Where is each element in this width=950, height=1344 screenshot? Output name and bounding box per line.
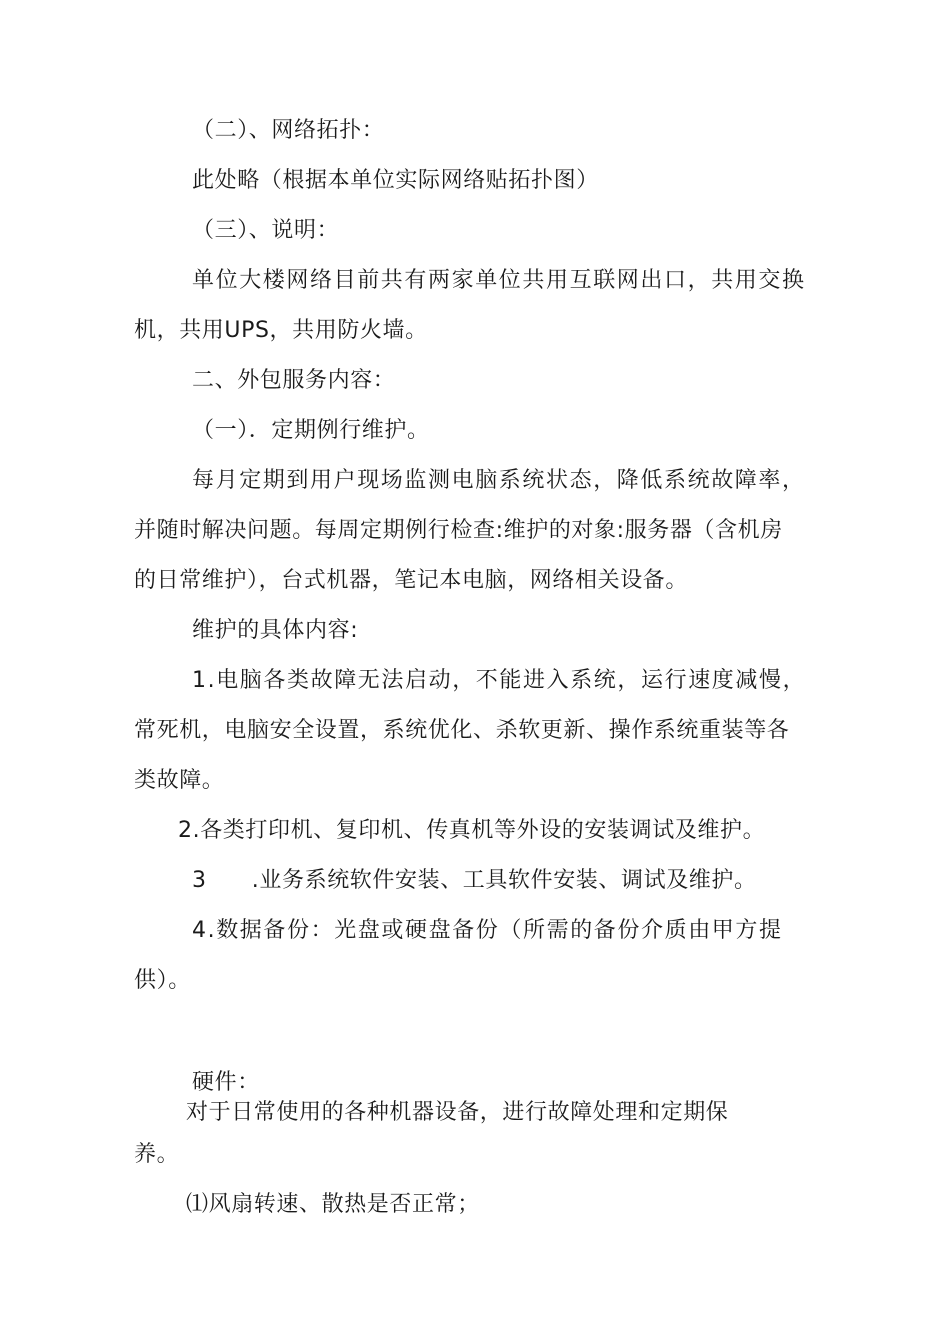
paragraph-line: 机，共用UPS，共用防火墙。 bbox=[134, 318, 428, 343]
paragraph-line: 单位大楼网络目前共有两家单位共用互联网出口，共用交换 bbox=[192, 268, 806, 293]
list-item-2: 2.各类打印机、复印机、传真机等外设的安装调试及维护。 bbox=[178, 818, 766, 843]
paragraph-line: 的日常维护），台式机器，笔记本电脑，网络相关设备。 bbox=[134, 568, 689, 593]
paragraph-line: 供）。 bbox=[134, 968, 191, 993]
section-heading-outsourcing-services: 二、外包服务内容： bbox=[192, 368, 396, 393]
paragraph-line: 类故障。 bbox=[134, 768, 225, 793]
paragraph-line: 养。 bbox=[134, 1142, 180, 1167]
section-heading-description: （三）、说明： bbox=[192, 218, 340, 243]
paragraph-line: 常死机，电脑安全设置，系统优化、杀软更新、操作系统重装等各 bbox=[134, 718, 790, 743]
list-item-3: 3 .业务系统软件安装、工具软件安装、调试及维护。 bbox=[192, 868, 757, 893]
subsection-heading-routine-maintenance: （一）．定期例行维护。 bbox=[192, 418, 430, 443]
list-item-fan-check: ⑴风扇转速、散热是否正常； bbox=[186, 1192, 480, 1217]
paragraph-line: 此处略（根据本单位实际网络贴拓扑图） bbox=[192, 168, 599, 193]
paragraph-line: 每月定期到用户现场监测电脑系统状态，降低系统故障率， bbox=[192, 468, 806, 493]
paragraph-line: 维护的具体内容: bbox=[192, 618, 359, 643]
paragraph-line: 对于日常使用的各种机器设备，进行故障处理和定期保 bbox=[186, 1100, 729, 1125]
list-item-1: 1.电脑各类故障无法启动，不能进入系统，运行速度减慢， bbox=[192, 668, 807, 693]
section-heading-network-topology: （二）、网络拓扑： bbox=[192, 118, 385, 143]
list-item-4: 4.数据备份：光盘或硬盘备份（所需的备份介质由甲方提 bbox=[192, 918, 783, 943]
paragraph-line: 并随时解决问题。每周定期例行检查:维护的对象:服务器（含机房 bbox=[134, 518, 783, 543]
section-heading-hardware: 硬件： bbox=[192, 1070, 260, 1095]
